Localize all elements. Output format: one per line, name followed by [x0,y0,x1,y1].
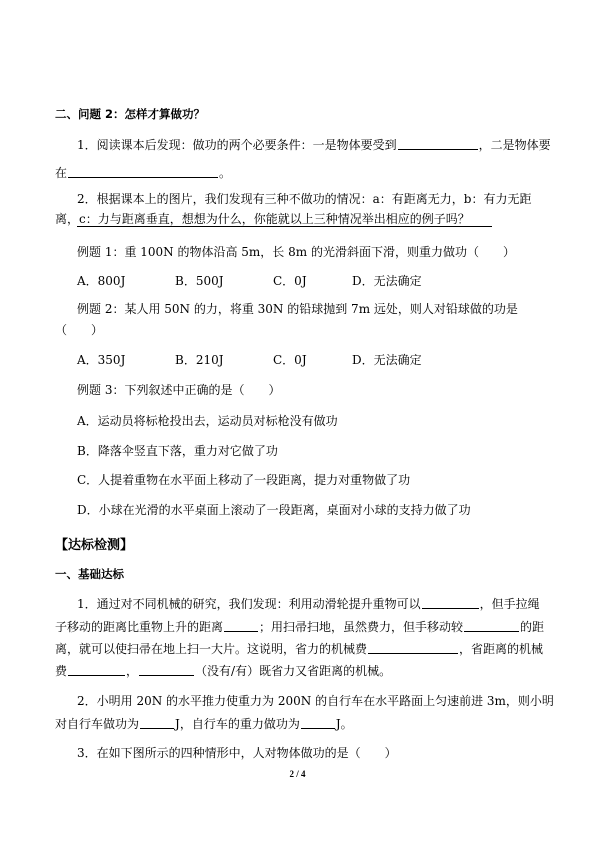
option-c: C．0J [273,274,307,288]
problem-1-line-2: 子移动的距离比重物上升的距离 ；用扫帚扫地，虽然费力，但手移动较 的距 [55,620,545,634]
answer-blank[interactable] [140,716,174,729]
answer-blank[interactable] [398,137,478,150]
option-b: B．降落伞竖直下落，重力对它做了功 [77,444,278,458]
example-1-options [77,274,567,289]
option-b: B．500J [175,274,224,288]
option-a: A．350J [77,353,126,367]
test-title: 【达标检测】 [55,538,134,553]
option-c: C．人提着重物在水平面上移动了一段距离，提力对重物做了功 [77,473,411,487]
problem-2-line-1: 2．小明用 20N 的水平推力使重力为 200N 的自行车在水平路面上匀速前进 3m，则小明 [77,694,554,708]
option-d: D．无法确定 [352,274,422,288]
page-number: 2 / 4 [289,769,306,779]
test-subtitle: 一、基础达标 [55,567,124,581]
option-d: D．小球在光滑的水平桌面上滚动了一段距离，桌面对小球的支持力做了功 [77,503,471,517]
problem-1-line-4: 费 ， （没有/有）既省力又省距离的机械。 [55,664,392,678]
question-2-line-2: 离，c：力与距离垂直，想想为什么，你能就以上三种情况举出相应的例子吗？ [55,212,470,226]
option-c: C．0J [273,353,307,367]
example-2-options [77,353,567,368]
answer-blank[interactable] [68,165,218,178]
problem-1-line-1: 1．通过对不同机械的研究，我们发现：利用动滑轮提升重物可以 ，但手拉绳 [77,597,540,611]
question-2-line-1: 2．根据课本上的图片，我们发现有三种不做功的情况：a：有距离无力，b：有力无距 [77,192,532,206]
section-heading: 二、问题 2：怎样才算做功？ [55,107,206,121]
question-1-line-1: 1．阅读课本后发现：做功的两个必要条件：一是物体要受到 ，二是物体要 [77,138,551,152]
option-a: A．运动员将标枪投出去，运动员对标枪没有做功 [77,414,338,428]
answer-blank[interactable] [301,716,335,729]
answer-line[interactable] [77,226,492,227]
option-a: A．800J [77,274,126,288]
answer-blank[interactable] [422,596,479,609]
example-3: 例题 3：下列叙述中正确的是（ ） [77,383,281,397]
question-1-line-2: 在 。 [55,166,232,180]
problem-2-line-2: 对自行车做功为 J，自行车的重力做功为 J。 [55,717,353,731]
answer-blank[interactable] [464,619,519,632]
option-d: D．无法确定 [352,353,422,367]
option-b: B．210J [175,353,224,367]
example-2-line-2: （ ） [55,323,104,337]
example-2-line-1: 例题 2：某人用 50N 的力，将重 30N 的铅球抛到 7m 远处，则人对铅球做的功是 [77,302,518,316]
example-1: 例题 1：重 100N 的物体沿高 5m，长 8m 的光滑斜面下滑，则重力做功（ ） [77,245,515,259]
problem-3: 3．在如下图所示的四种情形中，人对物体做功的是（ ） [77,746,397,760]
problem-1-line-3: 离，就可以使扫帚在地上扫一大片。这说明，省力的机械费 ，省距离的机械 [55,642,544,656]
answer-blank[interactable] [224,619,258,632]
answer-blank[interactable] [139,663,194,676]
answer-blank[interactable] [368,641,458,654]
answer-blank[interactable] [68,663,125,676]
